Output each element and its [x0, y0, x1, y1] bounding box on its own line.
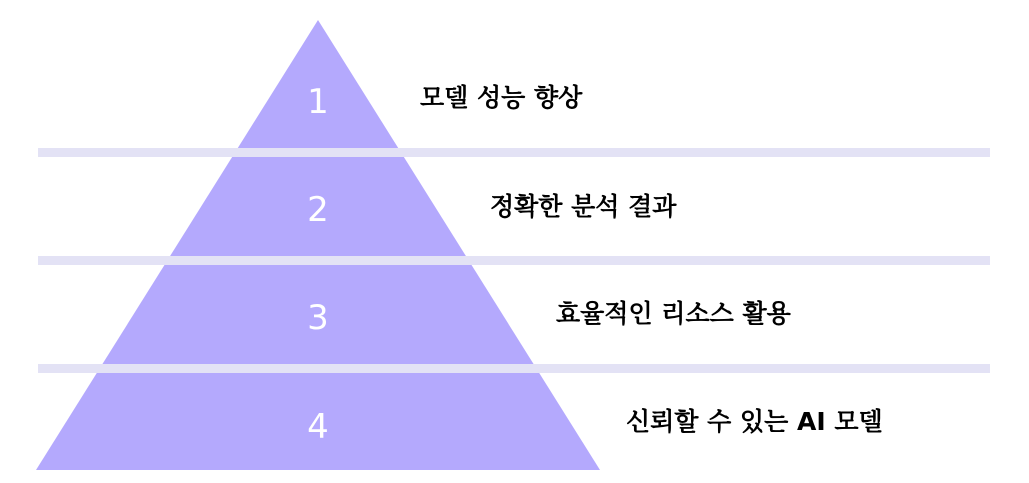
- level-label-3: 효율적인 리소스 활용: [556, 299, 791, 328]
- level-divider-2: [38, 256, 990, 265]
- level-number-3: 3: [307, 298, 329, 338]
- level-number-1: 1: [307, 82, 329, 122]
- level-label-4: 신뢰할 수 있는 AI 모델: [626, 407, 883, 436]
- level-divider-3: [38, 364, 990, 373]
- level-number-2: 2: [307, 190, 329, 230]
- level-divider-1: [38, 148, 990, 157]
- level-number-4: 4: [307, 407, 329, 447]
- level-label-1: 모델 성능 향상: [420, 83, 583, 112]
- level-label-2: 정확한 분석 결과: [490, 192, 677, 221]
